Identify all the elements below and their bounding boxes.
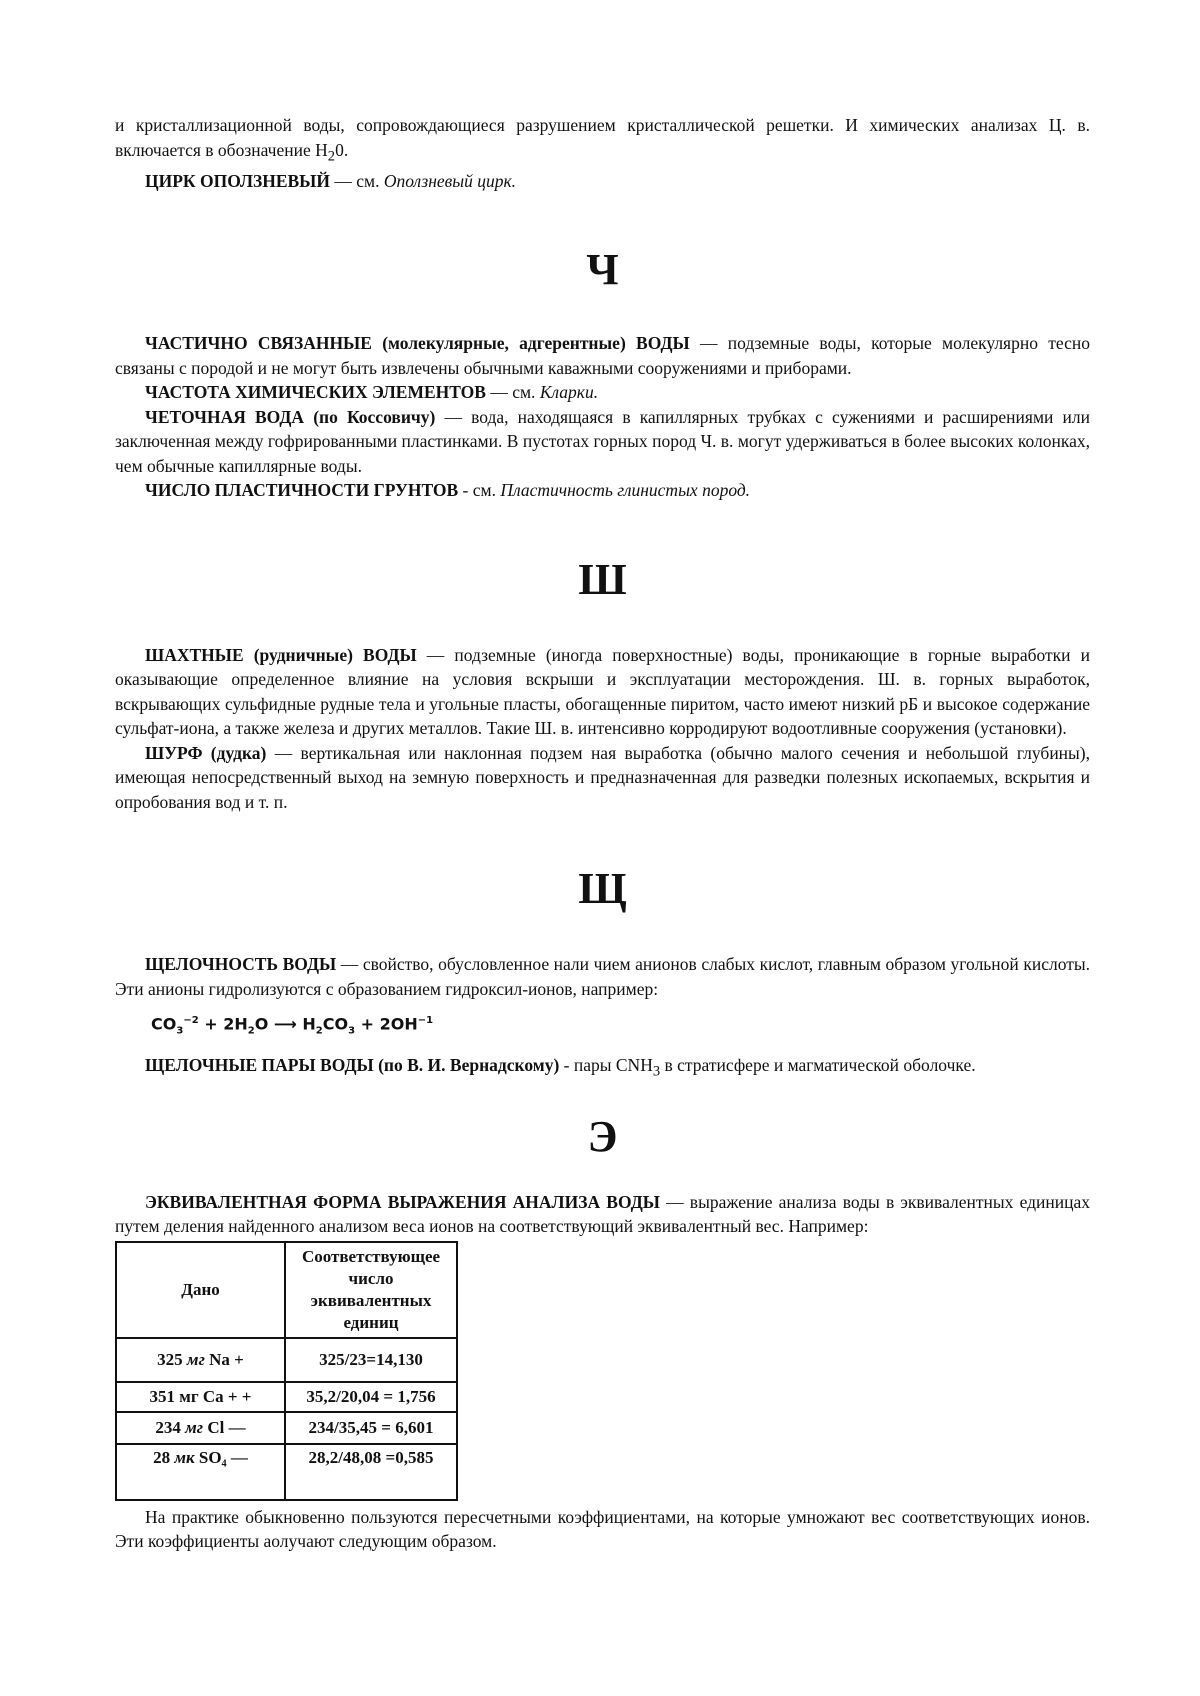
table-cell-given: 234 мг Cl — xyxy=(116,1412,285,1444)
table-cell-calc: 28,2/48,08 =0,585 xyxy=(285,1444,457,1500)
cross-reference: Кларки. xyxy=(539,382,599,402)
table-cell-calc: 35,2/20,04 = 1,756 xyxy=(285,1382,457,1412)
entry-term: ЦИРК ОПОЛЗНЕВЫЙ xyxy=(145,170,330,191)
entry-shurf: ШУРФ (дудка) — вертикальная или наклонная подзем ная выработка (обычно малого сечения и небольшой глубины), имеющая непосредственный выход на земную поверхность и предназначенная для разведки полезных ископаемых, вскрытия и опробования вод и т. п. xyxy=(115,742,1091,812)
header-equivalent-units: Соответствующее число эквивалентных единиц xyxy=(285,1242,457,1338)
table-header-row xyxy=(116,1242,457,1338)
chemical-formula: $CO_3^{-2} + 2H_2O$ ⟶ $H_2CO_3 + 2OH^{-1}$ xyxy=(151,1014,434,1037)
page-content xyxy=(115,113,1090,1554)
practice-paragraph: На практике обыкновенно пользуются пересчетными коэффициентами, на которые умножают вес соответствующих ионов. Эти коэффициенты аолучают следующим образом. xyxy=(115,1506,1090,1552)
entry-shchelochnost-vody: ЩЕЛОЧНОСТЬ ВОДЫ — свойство, обусловленное нали чием анионов слабых кислот, главным образом угольной кислоты. Эти анионы гидролизуются с образованием гидроксил-ионов, например: xyxy=(115,954,1090,999)
entry-chetochnaya-voda: ЧЕТОЧНАЯ ВОДА (по Коссовичу) — вода, находящаяся в капиллярных трубках с сужениями и расширениями или заключенная между гофрированными пластинками. В пустотах горных пород Ч. в. могут удерживаться в более высоких колонках, чем обычные капиллярные воды. xyxy=(115,406,1090,476)
section-letter-ch: Ч xyxy=(586,245,619,294)
table-cell-given: 325 мг Na + xyxy=(116,1338,285,1382)
table-row xyxy=(116,1412,457,1444)
continued-paragraph: и кристаллизационной воды, сопровождающиеся разрушением кристаллической решетки. И химических анализах Ц. в. включается в обозначение $Н_20$. xyxy=(115,115,1090,164)
entry-tsirk-opolznevyi: ЦИРК ОПОЛЗНЕВЫЙ — см. Оползневый цирк. xyxy=(145,170,517,191)
cross-reference: Пластичность глинистых пород. xyxy=(500,480,751,500)
table-row xyxy=(116,1444,457,1500)
entry-term: ЧЕТОЧНАЯ ВОДА (по Коссовичу) xyxy=(145,406,436,427)
entry-term: ЭКВИВАЛЕНТНАЯ ФОРМА ВЫРАЖЕНИЯ АНАЛИЗА ВОДЫ xyxy=(145,1191,660,1212)
table-cell-calc: 234/35,45 = 6,601 xyxy=(285,1412,457,1444)
table-cell-calc: 325/23=14,130 xyxy=(285,1338,457,1382)
equivalent-units-table xyxy=(115,1241,458,1501)
table-cell-given: 28 мк SO₄ — xyxy=(116,1444,285,1500)
entry-term: ЧАСТОТА ХИМИЧЕСКИХ ЭЛЕМЕНТОВ xyxy=(145,382,486,402)
entry-term: ЧАСТИЧНО СВЯЗАННЫЕ (молекулярные, адгерентные) ВОДЫ xyxy=(145,333,690,353)
section-letter-shch: Щ xyxy=(578,864,627,913)
section-letter-sh: Ш xyxy=(578,554,627,604)
entry-shakhtnye-vody: ШАХТНЫЕ (рудничные) ВОДЫ — подземные (иногда поверхностные) воды, проникающие в горные выработки и оказывающие определенное влияние на условия вскрыши и эксплуатации месторождения. Ш. в. горных выработок, вскрывающих сульфидные рудные тела и угольные пласты, обогащенные пиритом, часто имеют низкий рБ и высокое содержание сульфат-иона, а также железа и других металлов. Такие Ш. в. интенсивно корродируют водоотливные сооружения (установки). xyxy=(115,644,1090,738)
entry-term: ШАХТНЫЕ (рудничные) ВОДЫ xyxy=(145,644,417,665)
entry-term: ЩЕЛОЧНЫЕ ПАРЫ ВОДЫ (по В. И. Вернадскому) xyxy=(145,1054,560,1075)
cross-reference: Оползневый цирк. xyxy=(383,170,517,191)
table-row xyxy=(116,1382,457,1412)
entry-term: ЧИСЛО ПЛАСТИЧНОСТИ ГРУНТОВ xyxy=(145,480,459,500)
entry-term: ЩЕЛОЧНОСТЬ ВОДЫ xyxy=(145,954,337,974)
entry-chislo-plastichnosti: ЧИСЛО ПЛАСТИЧНОСТИ ГРУНТОВ - см. Пластичность глинистых пород. xyxy=(145,480,751,500)
entry-ekvivalentnaya-forma: ЭКВИВАЛЕНТНАЯ ФОРМА ВЫРАЖЕНИЯ АНАЛИЗА ВОДЫ — выражение анализа воды в эквивалентных единицах путем деления найденного анализом веса ионов на соответствующий эквивалентный вес. Например: xyxy=(115,1191,1090,1237)
entry-term: ШУРФ (дудка) xyxy=(145,742,267,763)
table-row xyxy=(116,1338,457,1382)
entry-chastota: ЧАСТОТА ХИМИЧЕСКИХ ЭЛЕМЕНТОВ — см. Кларки. xyxy=(145,382,599,402)
entry-chastichno-svyazannye: ЧАСТИЧНО СВЯЗАННЫЕ (молекулярные, адгерентные) ВОДЫ — подземные воды, которые молекулярно тесно связаны с породой и не могут быть извлечены обычными каважными сооружениями и приборами. xyxy=(115,333,1090,378)
header-given: Дано xyxy=(116,1242,285,1338)
entry-shchelochnye-pary: ЩЕЛОЧНЫЕ ПАРЫ ВОДЫ (по В. И. Вернадскому) - пары $CNH_3$ в стратисфере и магматической оболочке. xyxy=(145,1054,976,1080)
section-letter-e: Э xyxy=(587,1111,618,1161)
table-cell-given: 351 мг Са + + xyxy=(116,1382,285,1412)
